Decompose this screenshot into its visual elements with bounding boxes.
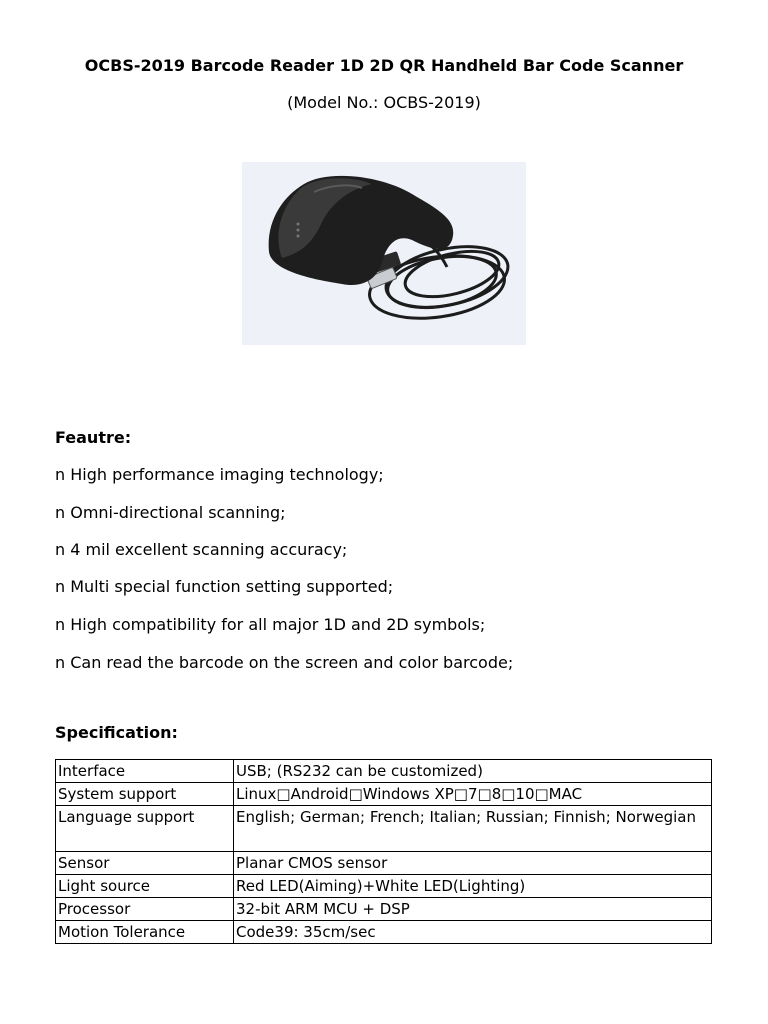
- spec-value: Linux□Android□Windows XP□7□8□10□MAC: [234, 783, 712, 806]
- model-number: (Model No.: OCBS-2019): [287, 93, 481, 112]
- spec-value: USB; (RS232 can be customized): [234, 760, 712, 783]
- table-row: [56, 852, 712, 875]
- table-row: [56, 898, 712, 921]
- feature-item: n 4 mil excellent scanning accuracy;: [55, 540, 348, 559]
- table-row: [56, 875, 712, 898]
- spec-value: Planar CMOS sensor: [234, 852, 712, 875]
- table-row: [56, 783, 712, 806]
- feature-item: n High compatibility for all major 1D and 2D symbols;: [55, 615, 486, 634]
- spec-label: Motion Tolerance: [56, 921, 234, 944]
- feature-item: n Omni-directional scanning;: [55, 503, 286, 522]
- spec-label: Language support: [56, 806, 234, 852]
- spec-value: Red LED(Aiming)+White LED(Lighting): [234, 875, 712, 898]
- specification-table: [55, 759, 712, 944]
- table-row: [56, 760, 712, 783]
- spec-label: Sensor: [56, 852, 234, 875]
- spec-label: System support: [56, 783, 234, 806]
- features-heading: Feautre:: [55, 428, 132, 447]
- spec-value: Code39: 35cm/sec: [234, 921, 712, 944]
- spec-label: Light source: [56, 875, 234, 898]
- spec-value: English; German; French; Italian; Russian; Finnish; Norwegian: [234, 806, 712, 852]
- spec-value: 32-bit ARM MCU + DSP: [234, 898, 712, 921]
- feature-item: n Multi special function setting supported;: [55, 577, 394, 596]
- document-title: OCBS-2019 Barcode Reader 1D 2D QR Handheld Bar Code Scanner: [84, 56, 684, 75]
- feature-item: n High performance imaging technology;: [55, 465, 384, 484]
- specification-heading: Specification:: [55, 723, 178, 742]
- product-photo: [242, 162, 526, 345]
- table-row: [56, 806, 712, 852]
- feature-item: n Can read the barcode on the screen and color barcode;: [55, 653, 514, 672]
- spec-label: Interface: [56, 760, 234, 783]
- spec-label: Processor: [56, 898, 234, 921]
- table-row: [56, 921, 712, 944]
